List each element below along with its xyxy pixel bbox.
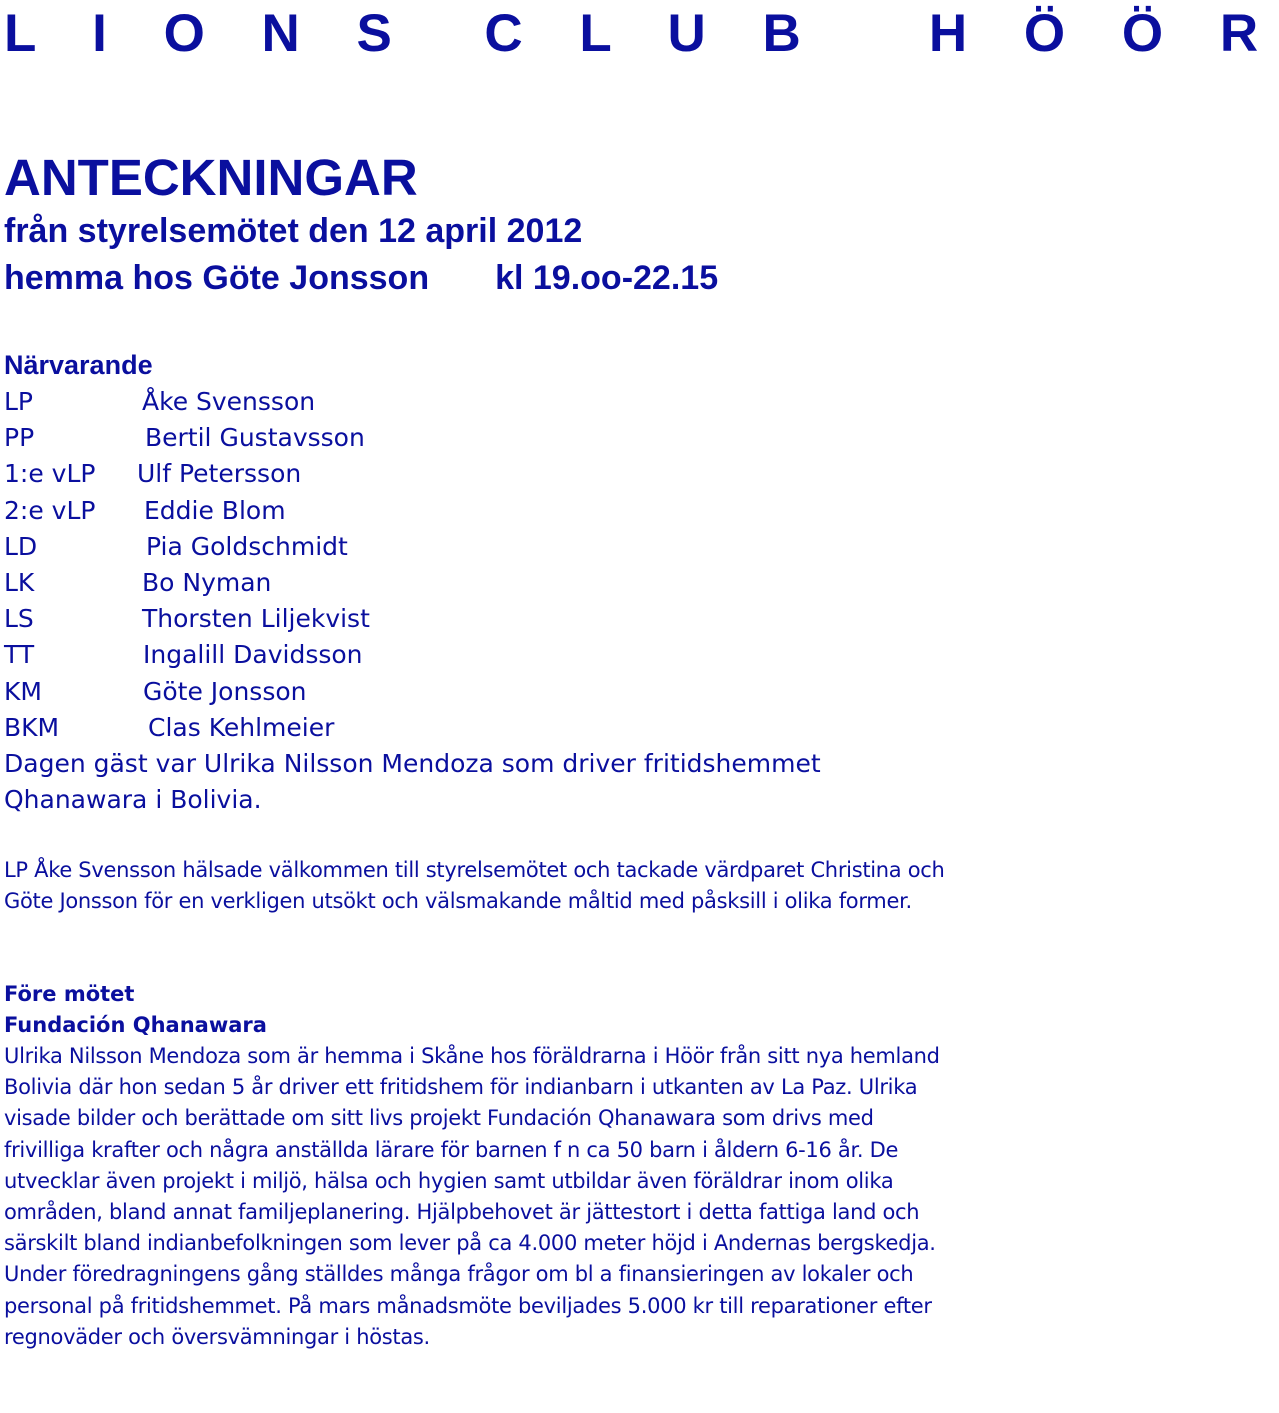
attendee-row [4, 384, 954, 420]
attendee-name: Ulf Petersson [137, 459, 302, 489]
attendee-row [4, 710, 954, 746]
attendee-row [4, 456, 954, 492]
attendee-name: Åke Svensson [142, 387, 316, 416]
attendee-role: 2:e vLP [4, 495, 96, 525]
attendee-name: Thorsten Liljekvist [142, 604, 370, 634]
attendee-role: LD [4, 531, 38, 561]
attendee-row [4, 601, 954, 637]
attendee-name: Ingalill Davidsson [143, 640, 363, 670]
section-subheading-fundacion: Fundación Qhanawara [4, 1013, 267, 1037]
attendee-role: BKM [4, 712, 60, 742]
attendee-role: LP [4, 387, 34, 416]
attendee-row [4, 529, 954, 565]
section-heading-before-meeting: Före mötet [4, 982, 135, 1006]
attendee-role: 1:e vLP [4, 459, 96, 489]
attendee-name: Bo Nyman [142, 567, 272, 597]
meeting-place: hemma hos Göte Jonsson [4, 259, 430, 297]
attendee-row [4, 674, 954, 710]
attendee-role: KM [4, 676, 42, 706]
attendee-name: Göte Jonsson [143, 676, 307, 706]
attendee-row [4, 565, 954, 601]
attendee-name: Pia Goldschmidt [146, 531, 348, 561]
attendee-role: LK [4, 567, 35, 597]
club-name: L I O N S C L U B H Ö Ö R [4, 4, 1279, 63]
attendee-role: LS [4, 604, 34, 634]
attendee-row [4, 637, 954, 673]
welcome-paragraph: LP Åke Svensson hälsade välkommen till styrelsemötet och tackade värdparet Christina och Göte Jonsson för en verkligen utsökt och välsmakande måltid med påsksill i olika former. [4, 858, 945, 914]
attendance-list [4, 384, 954, 746]
attendance-heading: Närvarande [4, 350, 153, 380]
attendee-name: Bertil Gustavsson [145, 423, 365, 453]
attendee-name: Eddie Blom [144, 495, 286, 525]
meeting-place-line [4, 258, 718, 299]
guest-note: Dagen gäst var Ulrika Nilsson Mendoza som driver fritidshemmet Qhanawara i Bolivia. [4, 749, 821, 814]
meeting-time: kl 19.oo-22.15 [495, 259, 719, 297]
attendee-role: TT [4, 640, 35, 670]
attendee-row [4, 420, 954, 456]
attendee-row [4, 493, 954, 529]
attendee-role: PP [4, 423, 35, 453]
document-title: ANTECKNINGAR [4, 149, 418, 206]
meeting-date-line: från styrelsemötet den 12 april 2012 [4, 212, 583, 250]
fundacion-paragraph: Ulrika Nilsson Mendoza som är hemma i Skåne hos föräldrarna i Höör från sitt nya hemland Bolivia där hon sedan 5 år driver ett fritidshem för indianbarn i utkanten av La Paz. Ulrika visade bilder och berättade om sitt livs projekt Fundación Qhanawara som drivs med frivilliga krafter och några anställda lärare för barnen f n ca 50 barn i åldern 6-16 år. De utvecklar även projekt i miljö, hälsa och hygien samt utbildar även föräldrar inom olika områden, bland annat familjeplanering. Hjälpbehovet är jättestort i detta fattiga land och särskilt bland indianbefolkningen som lever på ca 4.000 meter höjd i Andernas bergskedja. Under föredragningens gång ställdes många frågor om bl a finansieringen av lokaler och personal på fritidshemmet. På mars månadsmöte beviljades 5.000 kr till reparationer efter regnoväder och översvämningar i höstas. [4, 1044, 940, 1349]
attendee-name: Clas Kehlmeier [148, 712, 335, 742]
